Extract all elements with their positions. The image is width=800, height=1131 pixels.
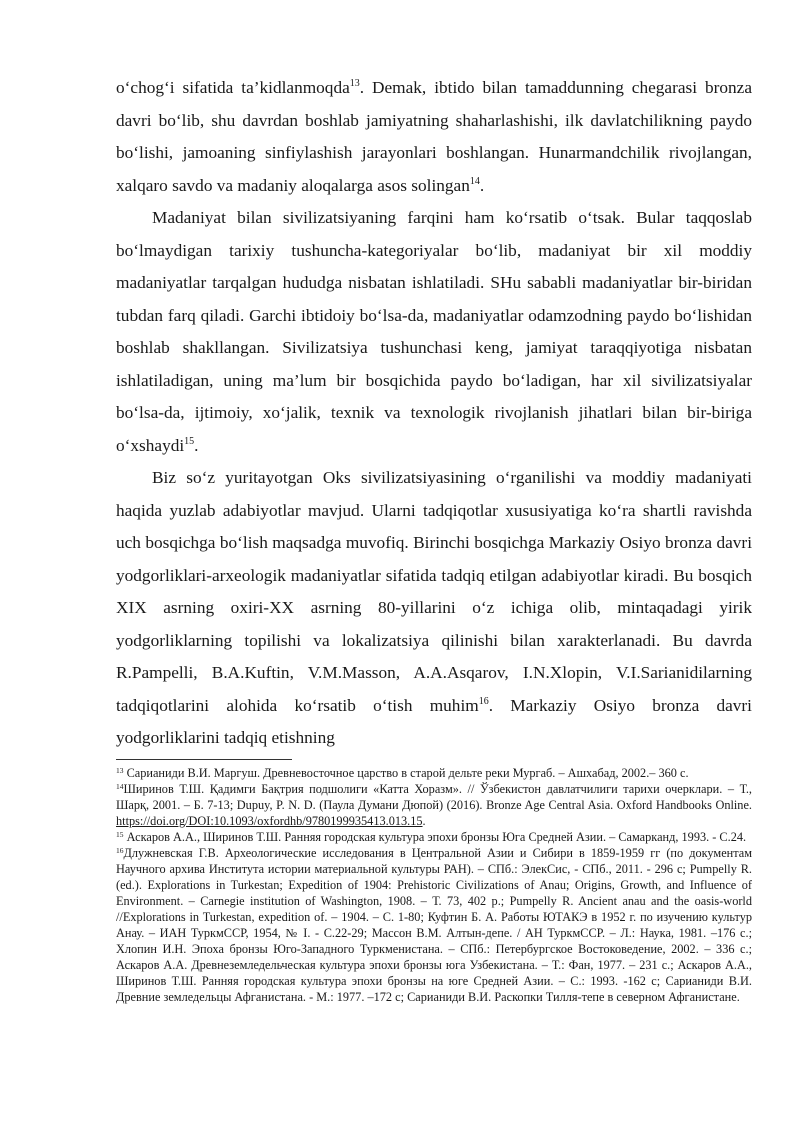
footnote — [116, 765, 752, 781]
footnote — [116, 829, 752, 845]
footnote-number: 15 — [116, 829, 124, 839]
footnote-number: 13 — [116, 765, 124, 775]
footnote-text: Ширинов Т.Ш. Қадимги Бақтрия подшолиги «Катта Хоразм». // Ўзбекистон давлатчилиги тарихи очерклари. – Т., Шарқ, 2001. – Б. 7-13; Dupuy, P. N. D. (Паула Думани Дюпой) (2016). Bronze Age Central Asia. Oxford Handbooks Online. — [116, 781, 752, 812]
footnote-text: Длужневская Г.В. Археологические исследования в Центральной Азии и Сибири в 1859-1959 гг (по документам Научного архива Института истории материальной культуры РАН). – СПб.: ЭлекСис, - СПб., 2011. - 296 с; Pumpelly R. (ed.). Explorations in Turkestan; Expedition of 1904: Prehistoric Civilizations of Anau; Origins, Growth, and Influence of Environment. – Carnegie institution of Washington, 1908. – Т. 73, 402 р.; Pumpelly R. Ancient anau and the oasis-world //Explorations in Turkestan, expedition of. – 1904. – С. 1-80; Куфтин Б. А. Работы ЮТАКЭ в 1952 г. по изучению культур Анау. – ИАН ТуркмССР, 1954, № I. - С.22-29; Массон В.М. Алтын-депе. / АН ТуркмССР. – Л.: Наука, 1981. –176 с.; Хлопин И.Н. Эпоха бронзы Юго-Западного Туркменистана. – СПб.: Петербургское Востоковедение, 2002. – 336 с.; Аскаров А.А. Древнеземледельческая культура эпохи бронзы юга Узбекистана. – Т.: Фан, 1977. – 231 с.; Аскаров А.А., Ширинов Т.Ш. Ранняя городская культура эпохи бронзы на юге Средней Азии. – С.: 1993. -162 с; Сарианиди В.И. Древние земледельцы Афганистана. - М.: 1977. –172 с; Сарианиди В.И. Раскопки Тилля-тепе в северном Афганистане. — [116, 845, 752, 1004]
footnote-ref: 14 — [469, 175, 480, 187]
paragraph-text: . — [479, 175, 485, 195]
footnote-ref: 13 — [349, 78, 360, 89]
footnote-number: 16 — [116, 845, 124, 855]
footnote — [116, 781, 752, 829]
footnote-text: Сарианиди В.И. Маргуш. Древневосточное царство в старой дельте реки Мургаб. – Ашхабад, 2002.– 360 с. — [123, 765, 689, 780]
main-text — [116, 72, 752, 755]
footnote-separator — [116, 759, 292, 760]
paragraph-text: . — [194, 435, 199, 455]
footnotes — [116, 765, 752, 1005]
footnote-ref: 16 — [478, 695, 489, 707]
paragraph-text: . Markaziy Osiyo bronza davri yodgorliklarini tadqiq etishning — [116, 695, 752, 747]
footnote-text: Аскаров А.А., Ширинов Т.Ш. Ранняя городская культура эпохи бронзы Юга Средней Азии. – Самарканд, 1993. - С.24. — [123, 829, 747, 844]
footnote-text: . — [422, 813, 426, 828]
paragraph — [116, 462, 752, 755]
doi-link[interactable]: https://doi.org/DOI:10.1093/oxfordhb/9780199935413.013.15 — [116, 813, 423, 828]
paragraph-text: . Demak, ibtido bilan tamaddunning chegarasi bronza davri bo‘lib, shu davrdan boshlab jamiyatning shaharlashishi, ilk davlatchilikning paydo bo‘lishi, jamoaning sinfiylashish jarayonlari boshlangan. Hunarmandchilik rivojlangan, xalqaro savdo va madaniy aloqalarga asos solingan — [116, 78, 752, 195]
footnote-number: 14 — [116, 781, 124, 791]
paragraph-text: Madaniyat bilan sivilizatsiyaning farqini ham ko‘rsatib o‘tsak. Bular taqqoslab bo‘lmaydigan tarixiy tushuncha-kategoriyalar bo‘lib, madaniyat bir xil moddiy madaniyatlar tarqalgan hududga nisbatan ishlatiladi. SHu sababli madaniyatlar bir-biridan tubdan farq qiladi. Garchi ibtidoiy bo‘lsa-da, madaniyatlar odamzodning paydo bo‘lishidan boshlab shakllangan. Sivilizatsiya tushunchasi keng, jamiyat taraqqiyotiga nisbatan ishlatiladigan, uning ma’lum bir bosqichida paydo bo‘ladigan, har xil sivilizatsiyalar bo‘lsa-da, ijtimoiy, xo‘jalik, texnik va texnologik rivojlanish jihatlari bilan bir-biriga o‘xshaydi — [116, 208, 752, 455]
document-page — [116, 72, 752, 1005]
paragraph — [116, 72, 752, 202]
paragraph-text: Biz so‘z yuritayotgan Oks sivilizatsiyasining o‘rganilishi va moddiy madaniyati haqida yuzlab adabiyotlar mavjud. Ularni tadqiqotlar xususiyatiga ko‘ra shartli ravishda uch bosqichga bo‘lish maqsadga muvofiq. Birinchi bosqichga Markaziy Osiyo bronza davri yodgorliklari-arxeologik madaniyatlar sifatida tadqiq etilgan adabiyotlar kiradi. Bu bosqich XIX asrning oxiri-XX asrning 80-yillarini o‘z ichiga olib, mintaqadagi yirik yodgorliklarning topilishi va lokalizatsiya qilinishi bilan xarakterlanadi. Bu davrda R.Pampelli, B.A.Kuftin, V.M.Masson, A.A.Asqarov, I.N.Xlopin, V.I.Sarianidilarning tadqiqotlarini alohida ko‘rsatib o‘tish muhim — [116, 468, 752, 715]
paragraph-text: o‘chog‘i sifatida ta’kidlanmoqda — [116, 78, 350, 97]
footnote-ref: 15 — [184, 435, 195, 447]
paragraph — [116, 202, 752, 462]
footnote — [116, 845, 752, 1005]
